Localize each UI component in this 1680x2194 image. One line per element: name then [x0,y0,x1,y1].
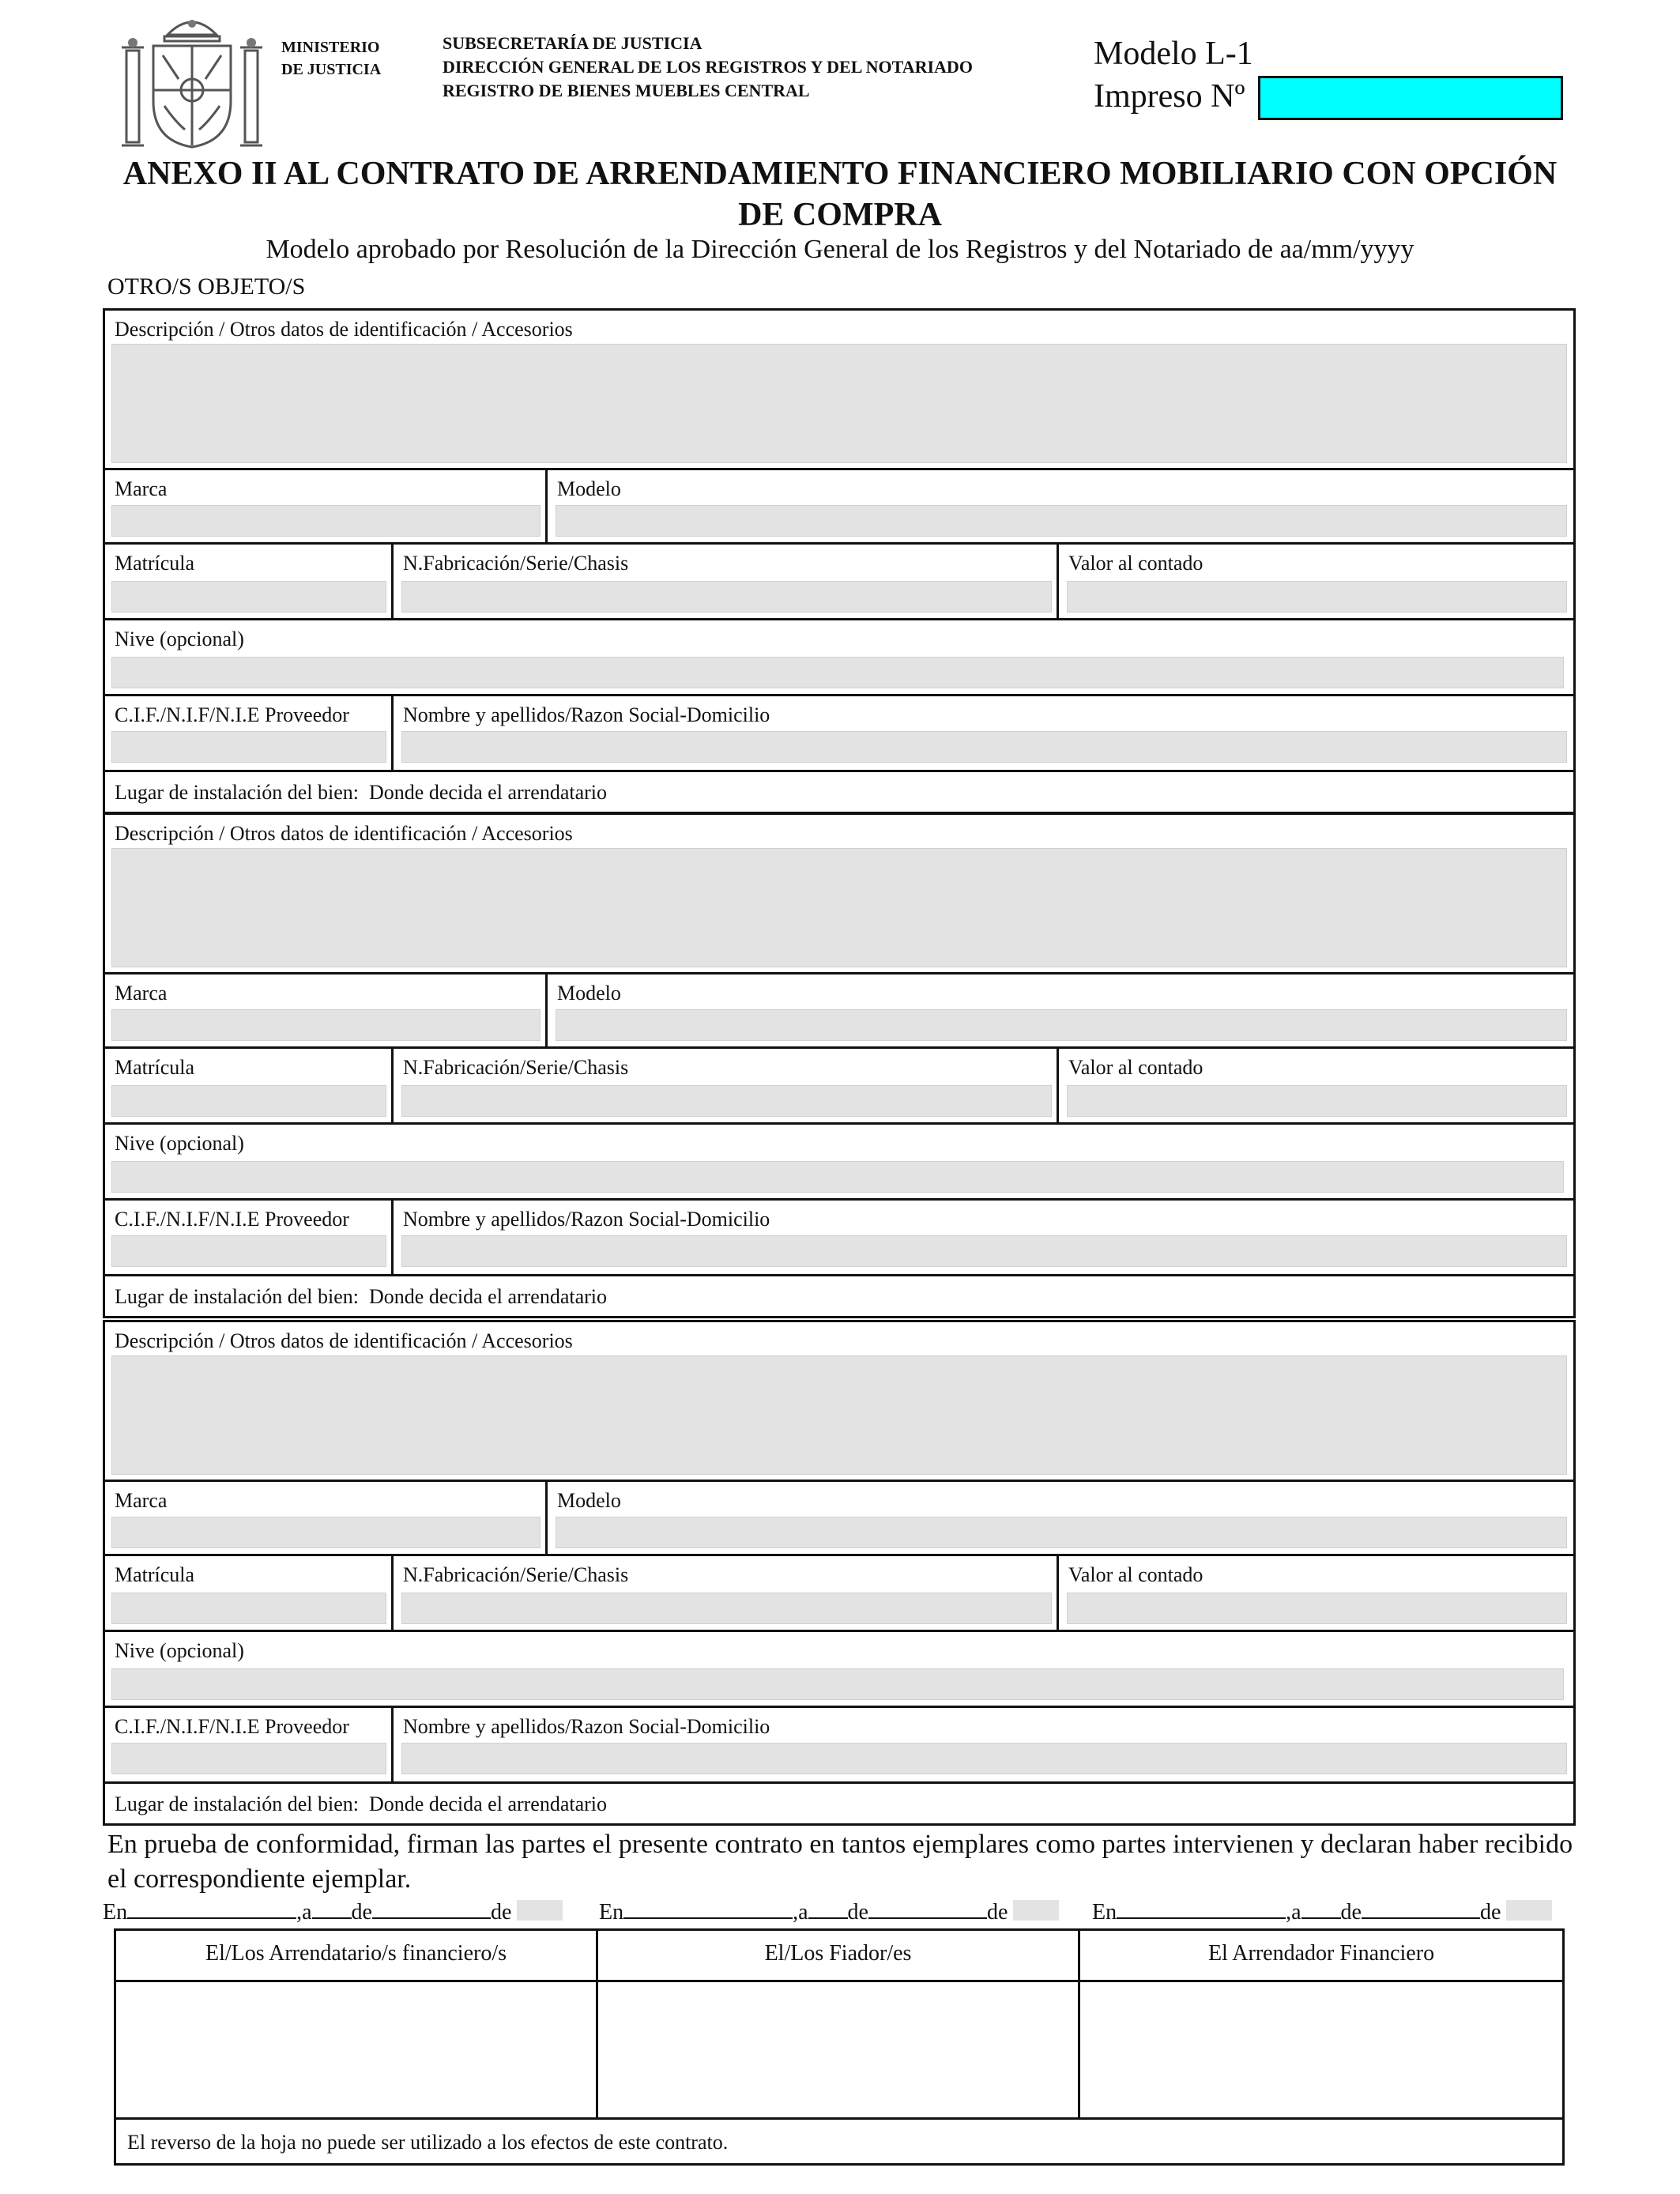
de-label: de [351,1900,372,1924]
signature-col-arrendador[interactable] [1080,1931,1562,2117]
modelo-field[interactable] [556,505,1567,537]
lugar-row [105,1784,1573,1823]
day-field-3[interactable] [1301,1898,1341,1919]
nive-field[interactable] [111,1161,1564,1193]
a-label: ,a [1286,1900,1301,1924]
identificacion-row [105,545,1573,620]
cif-label: C.I.F./N.I.F/N.I.E Proveedor [115,703,349,726]
marca-field[interactable] [111,1009,541,1041]
modelo-label: Modelo [557,1489,621,1512]
object-block [103,1320,1576,1826]
ministry-line1: MINISTERIO [281,39,380,56]
valor-label: Valor al contado [1068,552,1203,575]
lugar-text [115,1284,607,1310]
nive-row [105,1632,1573,1708]
conformity-statement: En prueba de conformidad, firman las partes el presente contrato en tantos ejemplares como partes intervienen y declaran haber recibido el correspondiente ejemplar. [107,1830,1573,1894]
lugar-value: Donde decida el arrendatario [369,781,608,804]
modelo-label: Modelo L-1 [1094,36,1253,72]
valor-field[interactable] [1067,581,1567,613]
year-field-1[interactable] [517,1900,563,1921]
nombre-field[interactable] [401,731,1567,763]
marca-label: Marca [115,1489,168,1512]
signature-place-date-3 [1092,1898,1552,1927]
marca-modelo-row [105,470,1573,545]
month-field-1[interactable] [372,1898,491,1919]
cif-label: C.I.F./N.I.F/N.I.E Proveedor [115,1208,349,1231]
lugar-row [105,772,1573,812]
matricula-label: Matrícula [115,1056,195,1079]
descripcion-row [105,311,1573,470]
marca-label: Marca [115,982,168,1005]
de-label: de [490,1900,512,1924]
fabricacion-field[interactable] [401,1593,1052,1624]
coat-of-arms-logo [119,11,266,150]
marca-label: Marca [115,477,168,500]
descripcion-field[interactable] [111,1355,1567,1475]
de-label: de [847,1900,868,1924]
fabricacion-label: N.Fabricación/Serie/Chasis [403,1563,629,1586]
matricula-label: Matrícula [115,1563,195,1586]
nombre-label: Nombre y apellidos/Razon Social-Domicilio [403,1715,770,1738]
en-label: En [103,1900,128,1924]
fabricacion-field[interactable] [401,1085,1052,1117]
nive-row [105,620,1573,696]
signature-col-header: El/Los Arrendatario/s financiero/s [116,1931,596,1982]
descripcion-label: Descripción / Otros datos de identificación / Accesorios [115,318,573,341]
signature-place-date-1 [103,1898,563,1927]
reverse-notice: El reverso de la hoja no puede ser utilizado a los efectos de este contrato. [116,2117,1562,2163]
year-field-3[interactable] [1506,1900,1552,1921]
lugar-label: Lugar de instalación del bien: [115,1285,360,1308]
dept-line2: DIRECCIÓN GENERAL DE LOS REGISTROS Y DEL NOTARIADO [443,57,973,77]
nombre-label: Nombre y apellidos/Razon Social-Domicilio [403,1208,770,1231]
signature-col-header: El/Los Fiador/es [598,1931,1078,1982]
page-title-line2: DE COMPRA [738,197,942,233]
ministry-name [281,36,381,81]
en-label: En [1092,1900,1117,1924]
signature-table [114,1928,1565,2166]
nombre-label: Nombre y apellidos/Razon Social-Domicilio [403,703,770,726]
signature-col-arrendatario[interactable] [116,1931,598,2117]
matricula-label: Matrícula [115,552,195,575]
signature-col-header: El Arrendador Financiero [1080,1931,1562,1982]
proveedor-row [105,696,1573,772]
valor-label: Valor al contado [1068,1563,1203,1586]
month-field-2[interactable] [868,1898,987,1919]
marca-modelo-row [105,1482,1573,1556]
place-field-2[interactable] [623,1898,793,1919]
cif-label: C.I.F./N.I.F/N.I.E Proveedor [115,1715,349,1738]
cif-field[interactable] [111,1743,386,1774]
descripcion-label: Descripción / Otros datos de identificación / Accesorios [115,822,573,845]
proveedor-row [105,1708,1573,1784]
descripcion-row [105,815,1573,974]
a-label: ,a [793,1900,808,1924]
marca-modelo-row [105,974,1573,1049]
marca-field[interactable] [111,1517,541,1548]
place-field-1[interactable] [127,1898,296,1919]
nombre-field[interactable] [401,1235,1567,1267]
day-field-2[interactable] [808,1898,848,1919]
nive-label: Nive (opcional) [115,1132,244,1155]
cif-field[interactable] [111,1235,386,1267]
proveedor-row [105,1201,1573,1276]
object-block [103,308,1576,814]
modelo-field[interactable] [556,1517,1567,1548]
fabricacion-field[interactable] [401,581,1052,613]
modelo-label: Modelo [557,982,621,1005]
signature-col-fiador[interactable] [598,1931,1080,2117]
section-label: OTRO/S OBJETO/S [107,273,306,300]
nive-row [105,1125,1573,1201]
descripcion-field[interactable] [111,344,1567,463]
lugar-text [115,1792,607,1817]
impreso-number-field[interactable] [1258,76,1563,120]
nive-label: Nive (opcional) [115,628,244,650]
cif-field[interactable] [111,731,386,763]
department-block [443,32,973,103]
nive-field[interactable] [111,1668,1564,1700]
lugar-label: Lugar de instalación del bien: [115,1793,360,1815]
nombre-field[interactable] [401,1743,1567,1774]
ministry-line2: DE JUSTICIA [281,61,382,78]
page-subtitle: Modelo aprobado por Resolución de la Dirección General de los Registros y del Notariado de aa/mm/yyyy [266,235,1414,264]
fabricacion-label: N.Fabricación/Serie/Chasis [403,1056,629,1079]
valor-field[interactable] [1067,1085,1567,1117]
nive-field[interactable] [111,657,1564,688]
nive-label: Nive (opcional) [115,1639,244,1662]
de-label: de [1479,1900,1501,1924]
valor-label: Valor al contado [1068,1056,1203,1079]
de-label: de [1340,1900,1362,1924]
valor-field[interactable] [1067,1593,1567,1624]
object-block [103,812,1576,1318]
matricula-field[interactable] [111,581,386,613]
lugar-value: Donde decida el arrendatario [369,1285,608,1308]
dept-line1: SUBSECRETARÍA DE JUSTICIA [443,33,703,53]
year-field-2[interactable] [1013,1900,1059,1921]
impreso-label: Impreso Nº [1094,78,1245,115]
identificacion-row [105,1556,1573,1632]
descripcion-field[interactable] [111,848,1567,967]
descripcion-row [105,1322,1573,1482]
en-label: En [599,1900,624,1924]
page-title: ANEXO II AL CONTRATO DE ARRENDAMIENTO FINANCIERO MOBILIARIO CON OPCIÓN [122,156,1558,192]
descripcion-label: Descripción / Otros datos de identificación / Accesorios [115,1329,573,1352]
matricula-field[interactable] [111,1085,386,1117]
matricula-field[interactable] [111,1593,386,1624]
modelo-label: Modelo [557,477,621,500]
lugar-text [115,780,607,805]
marca-field[interactable] [111,505,541,537]
identificacion-row [105,1049,1573,1125]
dept-line3: REGISTRO DE BIENES MUEBLES CENTRAL [443,81,810,100]
lugar-label: Lugar de instalación del bien: [115,781,360,804]
lugar-value: Donde decida el arrendatario [369,1793,608,1815]
signature-place-date-2 [599,1898,1059,1927]
modelo-field[interactable] [556,1009,1567,1041]
de-label: de [986,1900,1008,1924]
lugar-row [105,1276,1573,1316]
month-field-3[interactable] [1362,1898,1480,1919]
day-field-1[interactable] [312,1898,352,1919]
fabricacion-label: N.Fabricación/Serie/Chasis [403,552,629,575]
place-field-3[interactable] [1117,1898,1286,1919]
a-label: ,a [296,1900,312,1924]
